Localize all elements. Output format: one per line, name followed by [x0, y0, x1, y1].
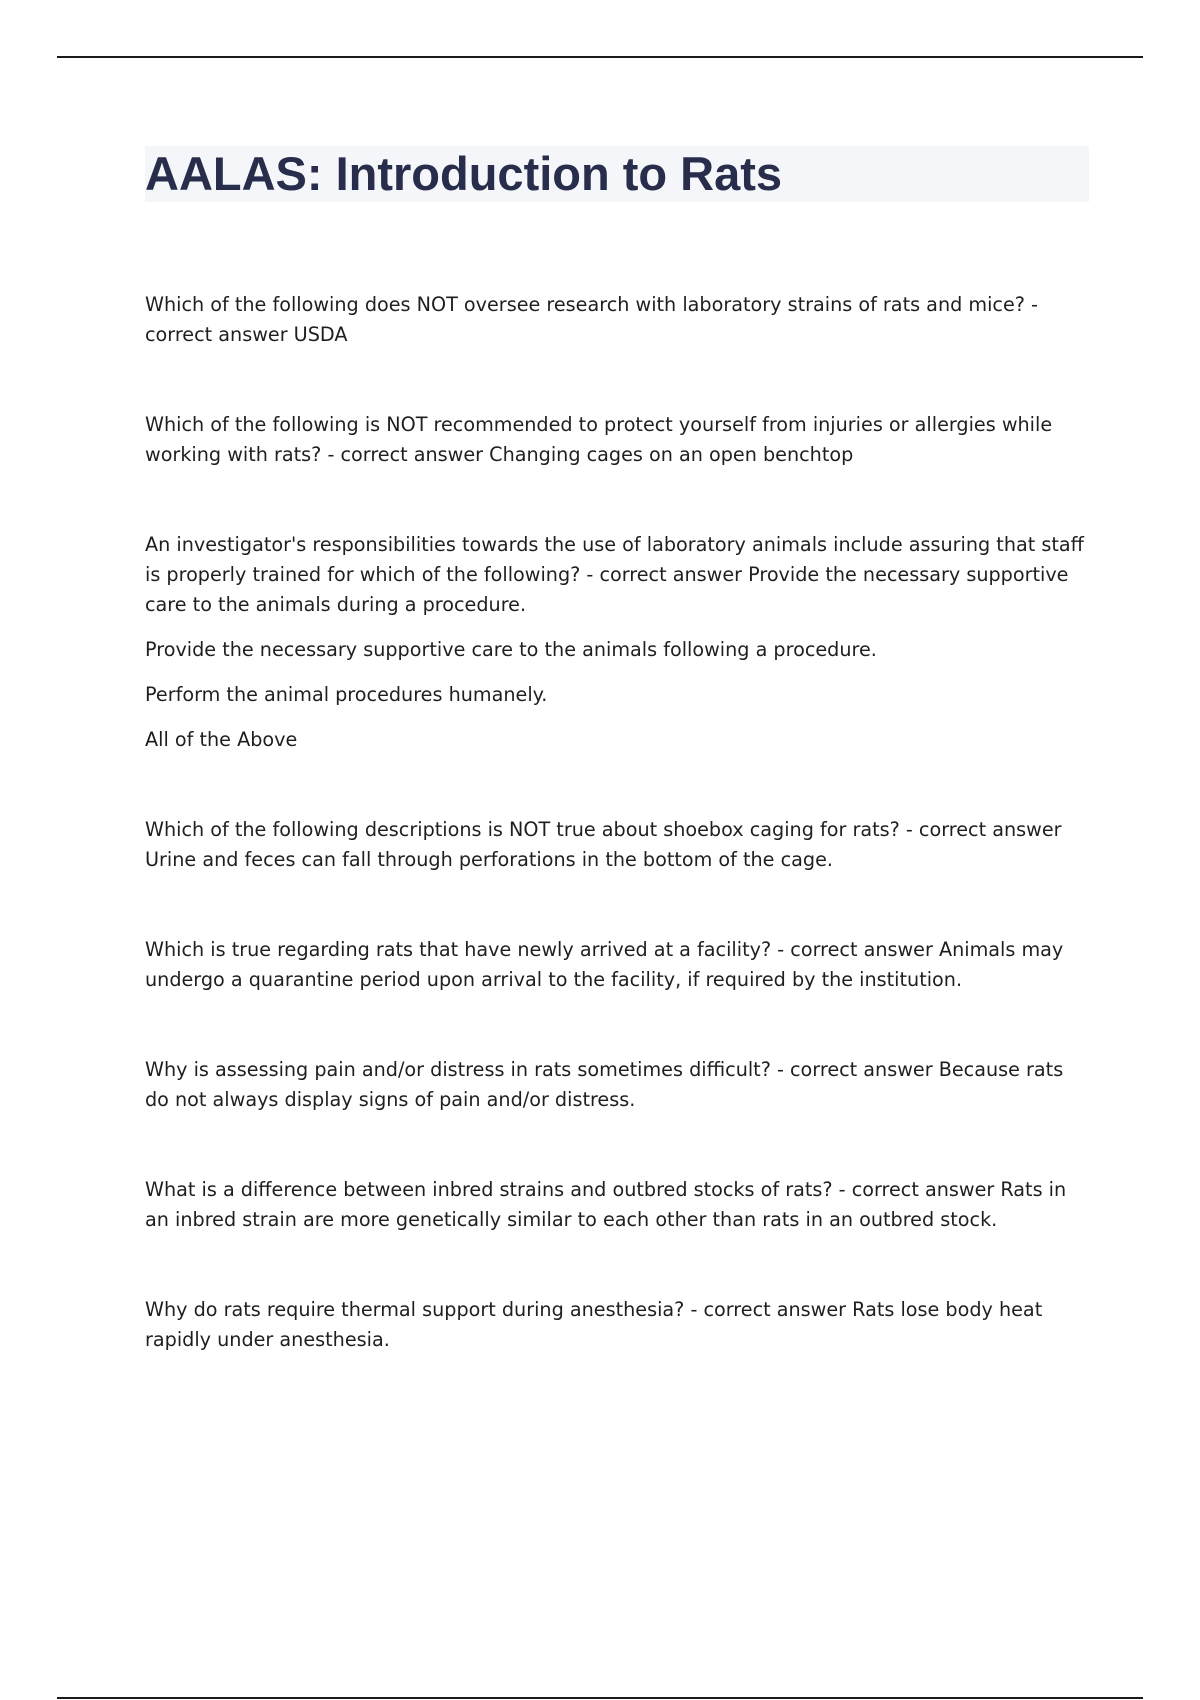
qa-item: [145, 290, 1085, 350]
qa-text: Which of the following descriptions is NOT true about shoebox caging for rats? - correct answer Urine and feces can fall through perforations in the bottom of the cage.: [145, 818, 1062, 871]
qa-text: An investigator's responsibilities towards the use of laboratory animals include assuring that staff is properly trained for which of the following? - correct answer Provide the necessary supportive care to the animals during a procedure.: [145, 533, 1084, 616]
qa-text: Which of the following is NOT recommended to protect yourself from injuries or allergies while working with rats? - correct answer Changing cages on an open benchtop: [145, 413, 1053, 466]
qa-item: [145, 815, 1085, 875]
qa-extra-line: Provide the necessary supportive care to the animals following a procedure.: [145, 638, 877, 661]
bottom-rule: [57, 1697, 1143, 1699]
qa-item: [145, 410, 1085, 470]
qa-item: [145, 935, 1085, 995]
qa-item: [145, 1175, 1085, 1235]
qa-text: What is a difference between inbred strains and outbred stocks of rats? - correct answer Rats in an inbred strain are more genetically similar to each other than rats in an outbred stock.: [145, 1178, 1067, 1231]
qa-text: Which is true regarding rats that have newly arrived at a facility? - correct answer Animals may undergo a quarantine period upon arrival to the facility, if required by the institution.: [145, 938, 1064, 991]
qa-extra-line: Perform the animal procedures humanely.: [145, 683, 548, 706]
qa-list: [145, 290, 1085, 1415]
page-title: AALAS: Introduction to Rats: [145, 147, 783, 200]
qa-text: Why do rats require thermal support during anesthesia? - correct answer Rats lose body heat rapidly under anesthesia.: [145, 1298, 1043, 1351]
qa-item: [145, 530, 1085, 755]
qa-extra-line: All of the Above: [145, 728, 298, 751]
qa-item: [145, 1295, 1085, 1355]
qa-text: Which of the following does NOT oversee research with laboratory strains of rats and mice? - correct answer USDA: [145, 293, 1038, 346]
qa-item: [145, 1055, 1085, 1115]
qa-text: Why is assessing pain and/or distress in rats sometimes difficult? - correct answer Because rats do not always display signs of pain and/or distress.: [145, 1058, 1064, 1111]
top-rule: [57, 56, 1143, 58]
